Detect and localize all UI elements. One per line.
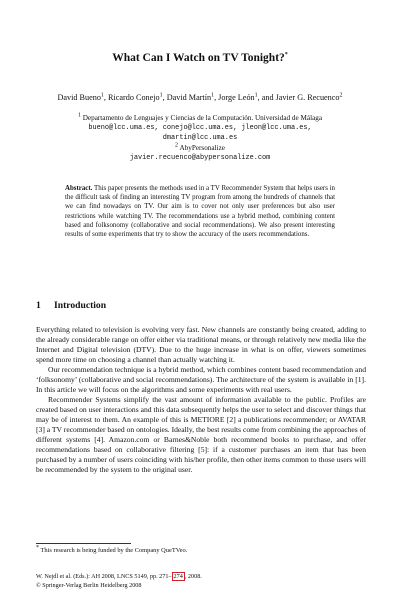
affiliations — [40, 113, 360, 163]
affiliation-2-text: AbyPersonalize — [179, 144, 225, 152]
affiliation-1-emails[interactable]: bueno@lcc.uma.es, conejo@lcc.uma.es, jleon@lcc.uma.es, — [88, 124, 312, 132]
section-body — [36, 325, 366, 475]
author-separator: , — [103, 93, 109, 102]
author-separator: , — [162, 93, 167, 102]
paper-title — [0, 52, 400, 64]
footnote-mark: * — [36, 544, 39, 551]
author-affil-mark: 1 — [159, 92, 163, 99]
affil-mark: 1 — [77, 112, 81, 119]
section-title: Introduction — [54, 300, 107, 311]
author-name: David Bueno — [57, 93, 101, 102]
author-affil-mark: 1 — [254, 92, 258, 99]
footnote-text: This research is being funded by the Company QueTVeo. — [40, 547, 188, 554]
page-link[interactable]: 274 — [173, 573, 183, 580]
publication-info — [36, 573, 366, 590]
body-paragraph: Everything related to television is evolving very fast. New channels are constantly being created, adding to the already considerable range on offer either via traditional means, or through relatively new media like the Internet and Digital television (DTV). Due to the huge increase in what is on offer, viewers sometimes spend more time on choosing a channel than actually watching it. — [36, 325, 366, 364]
affiliation-2 — [40, 143, 360, 153]
affiliation-1-emails-cont[interactable]: dmartin@lcc.uma.es — [162, 134, 238, 142]
affiliation-1 — [40, 113, 360, 123]
author-list — [0, 93, 400, 102]
copyright-line: © Springer-Verlag Berlin Heidelberg 2008 — [36, 581, 142, 589]
affil-mark: 2 — [175, 142, 179, 149]
section-heading — [36, 300, 366, 311]
affiliation-2-email[interactable]: javier.recuenco@abypersonalize.com — [129, 154, 271, 162]
citation-suffix: , 2008. — [184, 573, 202, 580]
citation-line — [36, 573, 366, 582]
paper-title-text: What Can I Watch on TV Tonight? — [112, 52, 285, 64]
author-separator: , — [214, 93, 219, 102]
title-footnote-mark[interactable]: * — [284, 52, 288, 59]
footnote — [36, 544, 366, 554]
section-number: 1 — [36, 300, 41, 311]
abstract-text: This paper presents the methods used in a TV Recommender System that helps users in the difficult task of finding an interesting TV program from among the hundreds of channels that we can find nowadays on TV. Our aim is to cover not only user preferences but also user restrictions while watching TV. The recommendations use a hybrid method, combining content based and folksonomy (collaborative and social recommendations). We also present interesting results of some experiments that try to show the accuracy of the users recommendations. — [65, 185, 335, 239]
citation-prefix: W. Nejdl et al. (Eds.): AH 2008, LNCS 5149, pp. 271– — [36, 573, 172, 580]
author-affil-mark: 2 — [339, 92, 343, 99]
footnote-divider — [36, 543, 131, 544]
author-name: David Martín — [166, 93, 212, 102]
body-paragraph: Recommender Systems simplify the vast amount of information available to the public. Profiles are created based on user interactions and this data subsequently helps the user to select and discover things that may be of interest to them. An example of this is METIORE [2] a publications recommender; or AVATAR [3] a TV recommender based on ontologies. Ideally, the best results come from combining the approaches of different systems [4]. Amazon.com or Barnes&Noble both recommend books to purchase, and offer recommendations based on collaborative filtering [5]: if a customer purchases an item that has been purchased by a number of users coinciding with his/her profile, then other items common to those users will be recommended by the system to the original user. — [36, 395, 366, 474]
author-affil-mark: 1 — [211, 92, 215, 99]
affiliation-1-text: Departamento de Lenguajes y Ciencias de la Computación. Universidad de Málaga — [82, 114, 323, 122]
abstract — [65, 184, 335, 239]
author-name: Javier G. Recuenco — [275, 93, 340, 102]
author-name: Jorge León — [218, 93, 255, 102]
author-name: Ricardo Conejo — [108, 93, 160, 102]
author-separator: , and — [257, 93, 276, 102]
author-affil-mark: 1 — [100, 92, 104, 99]
abstract-label: Abstract. — [65, 185, 93, 192]
body-paragraph: Our recommendation technique is a hybrid method, which combines content based recommendation and ‘folksonomy’ (collaborative and social recommendations). The architecture of the system is available in [1]. In this article we will focus on the algorithms and some experiments with real users. — [36, 365, 366, 394]
